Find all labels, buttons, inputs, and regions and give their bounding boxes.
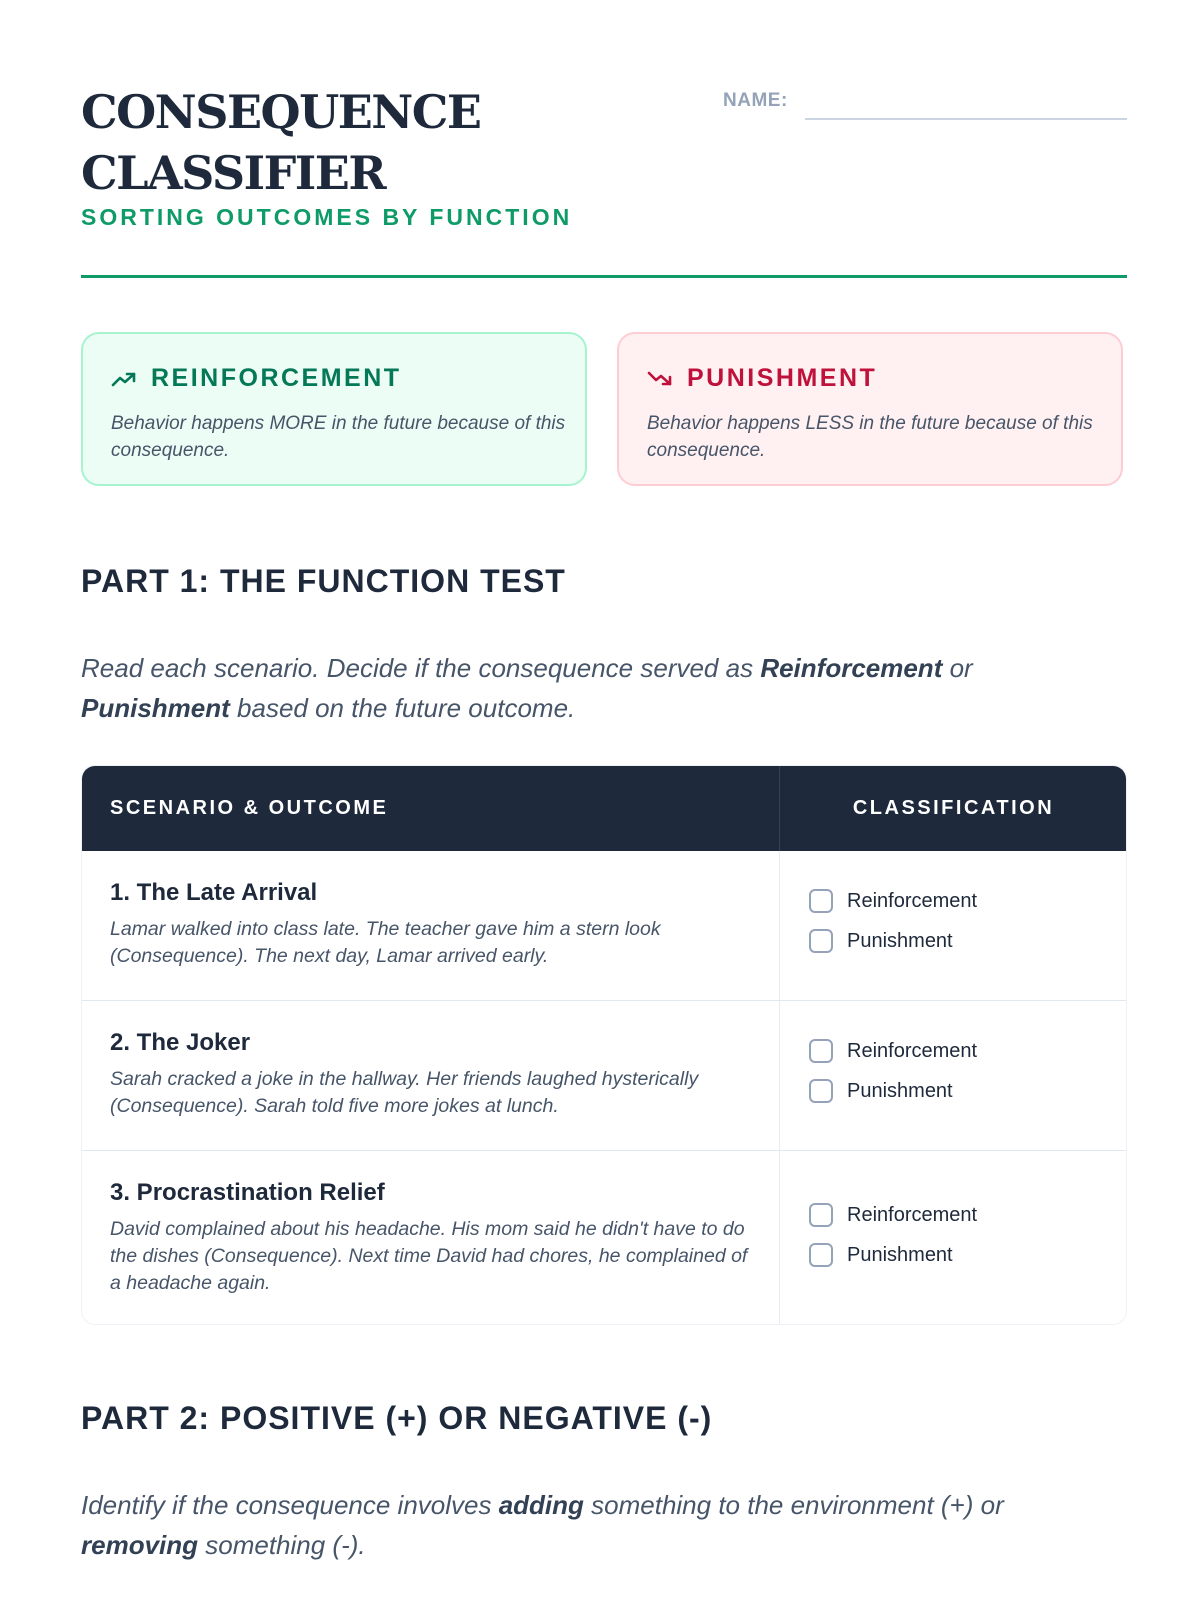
punishment-title: PUNISHMENT	[687, 364, 878, 392]
option-reinforcement[interactable]	[809, 1203, 977, 1227]
option-label: Punishment	[847, 1079, 953, 1102]
part1-title: PART 1: THE FUNCTION TEST	[81, 563, 566, 599]
scenario-description: David complained about his headache. His mom said he didn't have to do the dishes (Consequence). Next time David had chores, he complained of a headache again.	[110, 1218, 748, 1294]
option-label: Reinforcement	[847, 889, 978, 912]
option-reinforcement[interactable]	[809, 1039, 977, 1063]
part2-instructions	[81, 1485, 1141, 1565]
option-punishment[interactable]	[809, 1079, 953, 1103]
reinforcement-title: REINFORCEMENT	[151, 364, 402, 392]
part1-instructions	[81, 648, 1141, 728]
part1-instr-after: based on the future outcome.	[229, 693, 576, 723]
name-label: NAME:	[723, 90, 788, 111]
part1-instr-before: Read each scenario. Decide if the consequence served as	[81, 653, 761, 683]
option-label: Punishment	[847, 929, 953, 952]
part2-instr-after: something (-).	[198, 1530, 366, 1560]
part2-instr-bold1: adding	[498, 1490, 584, 1520]
scenario-description: Lamar walked into class late. The teacher gave him a stern look (Consequence). The next day, Lamar arrived early.	[110, 918, 661, 967]
punishment-card	[617, 332, 1123, 486]
table-row	[82, 851, 1127, 1001]
part2-instr-bold2: removing	[81, 1530, 199, 1560]
table-row	[82, 1151, 1127, 1325]
checkbox[interactable]	[809, 889, 833, 913]
part1-instr-bold1: Reinforcement	[760, 653, 943, 683]
scenario-description: Sarah cracked a joke in the hallway. Her friends laughed hysterically (Consequence). Sarah told five more jokes at lunch.	[110, 1068, 699, 1117]
part1-instr-bold2: Punishment	[81, 693, 230, 723]
trending-up-icon	[111, 369, 137, 389]
punishment-description: Behavior happens LESS in the future because of this consequence.	[647, 413, 1093, 461]
trending-down-icon	[647, 369, 673, 389]
option-reinforcement[interactable]	[809, 889, 977, 913]
page-title: CONSEQUENCE CLASSIFIER	[81, 85, 481, 200]
name-input-line[interactable]	[805, 118, 1127, 120]
function-test-table	[81, 765, 1127, 1325]
option-punishment[interactable]	[809, 1243, 953, 1267]
checkbox[interactable]	[809, 1079, 833, 1103]
scenario-title: 1. The Late Arrival	[110, 879, 318, 906]
table-row	[82, 1001, 1127, 1151]
part2-instr-before: Identify if the consequence involves	[81, 1490, 499, 1520]
option-label: Reinforcement	[847, 1039, 978, 1062]
punishment-card-header	[647, 364, 877, 393]
header-scenario: SCENARIO & OUTCOME	[110, 797, 389, 819]
reinforcement-card-header	[111, 364, 402, 393]
part2-instr-middle: something to the environment (+) or	[583, 1490, 1004, 1520]
checkbox[interactable]	[809, 1243, 833, 1267]
scenario-title: 2. The Joker	[110, 1029, 251, 1056]
reinforcement-card	[81, 332, 587, 486]
part1-instr-middle: or	[942, 653, 973, 683]
option-label: Reinforcement	[847, 1203, 978, 1226]
option-punishment[interactable]	[809, 929, 953, 953]
scenario-title: 3. Procrastination Relief	[110, 1179, 385, 1206]
header-divider	[81, 275, 1127, 278]
part2-title: PART 2: POSITIVE (+) OR NEGATIVE (-)	[81, 1400, 713, 1436]
page-subtitle: SORTING OUTCOMES BY FUNCTION	[81, 204, 573, 230]
checkbox[interactable]	[809, 1039, 833, 1063]
option-label: Punishment	[847, 1243, 953, 1266]
table-header	[82, 766, 1127, 851]
checkbox[interactable]	[809, 1203, 833, 1227]
checkbox[interactable]	[809, 929, 833, 953]
reinforcement-description: Behavior happens MORE in the future because of this consequence.	[111, 413, 566, 461]
header-classification: CLASSIFICATION	[852, 797, 1055, 819]
